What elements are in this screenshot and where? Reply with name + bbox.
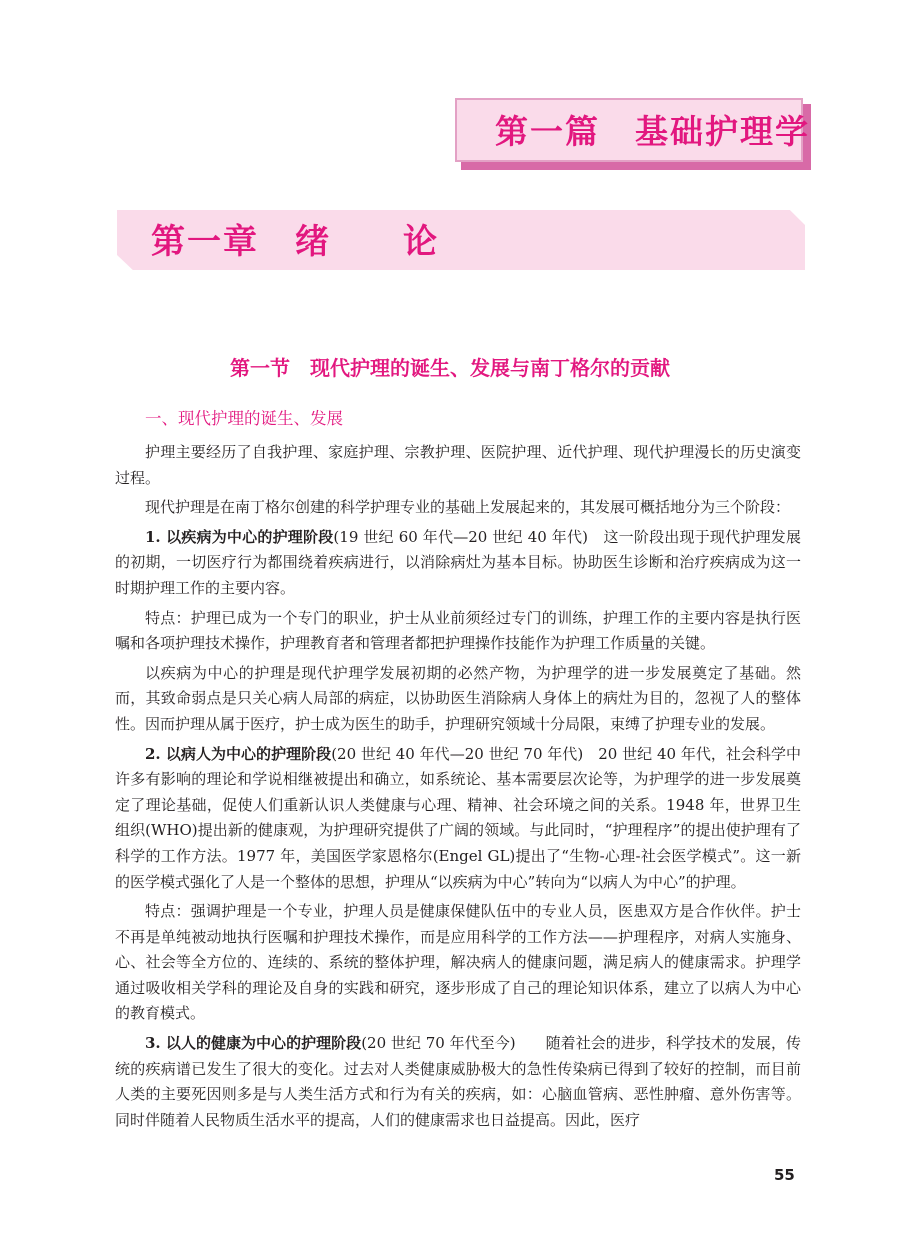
section-title: 第一节 现代护理的诞生、发展与南丁格尔的贡献 [230,356,670,380]
stage-body: (20 世纪 40 年代—20 世纪 70 年代) 20 世纪 40 年代，社会科学中许多有影响的理论和学说相继被提出和确立，如系统论、基本需要层次论等，为护理学的进一步发展奠定了理论基础，促使人们重新认识人类健康与心理、精神、社会环境之间的关系。1948 年，世界卫生组织(WHO)提出新的健康观，为护理研究提供了广阔的领域。与此同时，“护理程序”的提出使护理有了科学的工作方法。1977 年，美国医学家恩格尔(Engel GL)提出了“生物-心理-社会医学模式”。这一新的医学模式强化了人是一个整体的思想，护理从“以疾病为中心”转向为“以病人为中心”的护理。 [115,744,802,891]
subsection-title: 一、现代护理的诞生、发展 [145,409,343,428]
stage-body: (20 世纪 70 年代至今) 随着社会的进步，科学技术的发展，传统的疾病谱已发生了很大的变化。过去对人类健康威胁极大的急性传染病已得到了较好的控制，而目前人类的主要死因则多是与人类生活方式和行为有关的疾病，如：心脑血管病、恶性肿瘤、意外伤害等。同时伴随着人民物质生活水平的提高，人们的健康需求也日益提高。因此，医疗 [115,1034,802,1129]
paragraph [115,525,801,602]
part-title-banner [455,98,811,170]
stage-heading: 3. 以人的健康为中心的护理阶段 [145,1034,362,1053]
part-title: 第一篇 基础护理学 [495,112,810,151]
paragraph: 特点：护理已成为一个专门的职业，护士从业前须经过专门的训练，护理工作的主要内容是执行医嘱和各项护理技术操作，护理教育者和管理者都把护理操作技能作为护理工作质量的关键。 [115,608,801,653]
chapter-title: 第一章 绪 论 [151,222,439,262]
stage-heading: 1. 以疾病为中心的护理阶段 [145,527,334,546]
paragraph: 特点：强调护理是一个专业，护理人员是健康保健队伍中的专业人员，医患双方是合作伙伴。护士不再是单纯被动地执行医嘱和护理技术操作，而是应用科学的工作方法——护理程序，对病人实施身、心、社会等全方位的、连续的、系统的整体护理，解决病人的健康问题，满足病人的健康需求。护理学通过吸收相关学科的理论及自身的实践和研究，逐步形成了自己的理论知识体系，建立了以病人为中心的教育模式。 [115,902,801,1023]
chapter-title-banner [117,210,805,270]
paragraph: 以疾病为中心的护理是现代护理学发展初期的必然产物，为护理学的进一步发展奠定了基础。然而，其致命弱点是只关心病人局部的病症，以协助医生消除病人身体上的病灶为目的，忽视了人的整体性。因而护理从属于医疗，护士成为医生的助手，护理研究领域十分局限，束缚了护理专业的发展。 [115,663,801,733]
stage-body: (19 世纪 60 年代—20 世纪 40 年代) 这一阶段出现于现代护理发展的初期，一切医疗行为都围绕着疾病进行，以消除病灶为基本目标。协助医生诊断和治疗疾病成为这一时期护理工作的主要内容。 [115,527,801,597]
paragraph: 现代护理是在南丁格尔创建的科学护理专业的基础上发展起来的，其发展可概括地分为三个阶段： [145,498,791,517]
stage-heading: 2. 以病人为中心的护理阶段 [145,744,332,763]
page-number: 55 [774,1166,795,1184]
paragraph [115,1031,801,1133]
body-text [115,440,801,1133]
paragraph [115,742,801,896]
paragraph: 护理主要经历了自我护理、家庭护理、宗教护理、医院护理、近代护理、现代护理漫长的历史演变过程。 [115,443,801,487]
